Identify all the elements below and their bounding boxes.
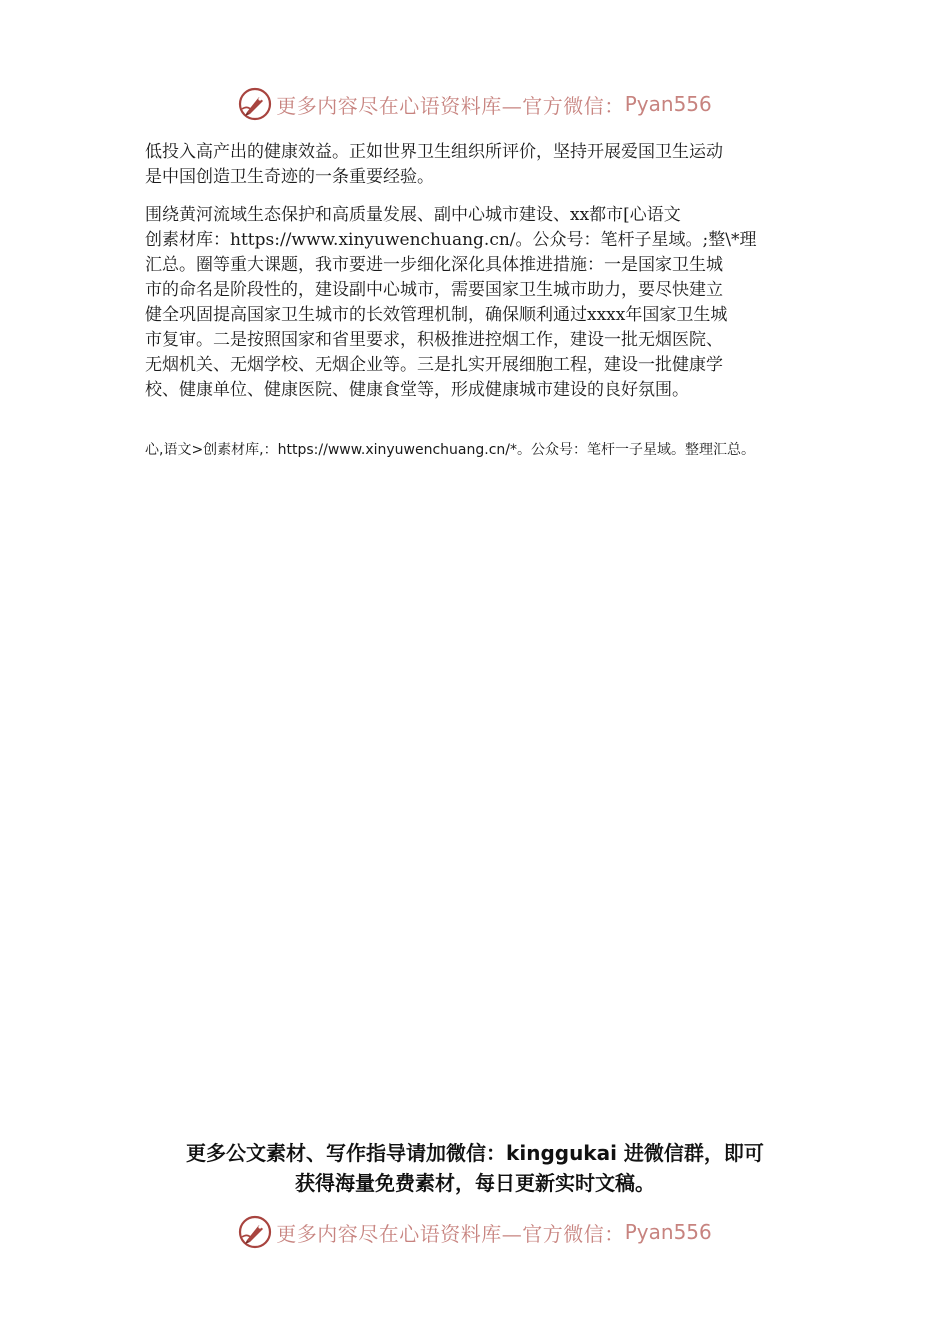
- header-banner: [0, 82, 950, 126]
- banner-text: 更多内容尽在心语资料库—官方微信：: [276, 1221, 625, 1246]
- pen-nib-logo-icon: [238, 1215, 272, 1249]
- source-line: 心,语文>创素材库,：https://www.xinyuwenchuang.cn/*。公众号：笔杆一子星域。整理汇总。: [145, 442, 755, 458]
- banner-wechat-id: Pyan556: [624, 92, 712, 116]
- banner-text: 更多内容尽在心语资料库—官方微信：: [276, 93, 625, 118]
- paragraph-1: 低投入高产出的健康效益。正如世界卫生组织所评价，坚持开展爱国卫生运动 是中国创造卫生奇迹的一条重要经验。: [145, 142, 723, 187]
- promo-text: 更多公文素材、写作指导请加微信：kinggukai 进微信群，即可 获得海量免费素材，每日更新实时文稿。: [186, 1141, 764, 1195]
- pen-nib-logo-icon: [238, 87, 272, 121]
- banner-wechat-id: Pyan556: [624, 1220, 712, 1244]
- footer-banner: [0, 1210, 950, 1254]
- paragraph-2: 围绕黄河流域生态保护和高质量发展、副中心城市建设、xx都市[心语文 创素材库：https://www.xinyuwenchuang.cn/。公众号：笔杆子星域。;整\*理 汇总。圈等重大课题，我市要进一步细化深化具体推进措施：一是国家卫生城 市的命名是阶段性的，建设副中心城市，需要国家卫生城市助力，要尽快建立 健全巩固提高国家卫生城市的长效管理机制，确保顺利通过xxxx年国家卫生城 市复审。二是按照国家和省里要求，积极推进控烟工作，建设一批无烟医院、 无烟机关、无烟学校、无烟企业等。三是扎实开展细胞工程，建设一批健康学 校、健康单位、健康医院、健康食堂等，形成健康城市建设的良好氛围。: [145, 205, 757, 400]
